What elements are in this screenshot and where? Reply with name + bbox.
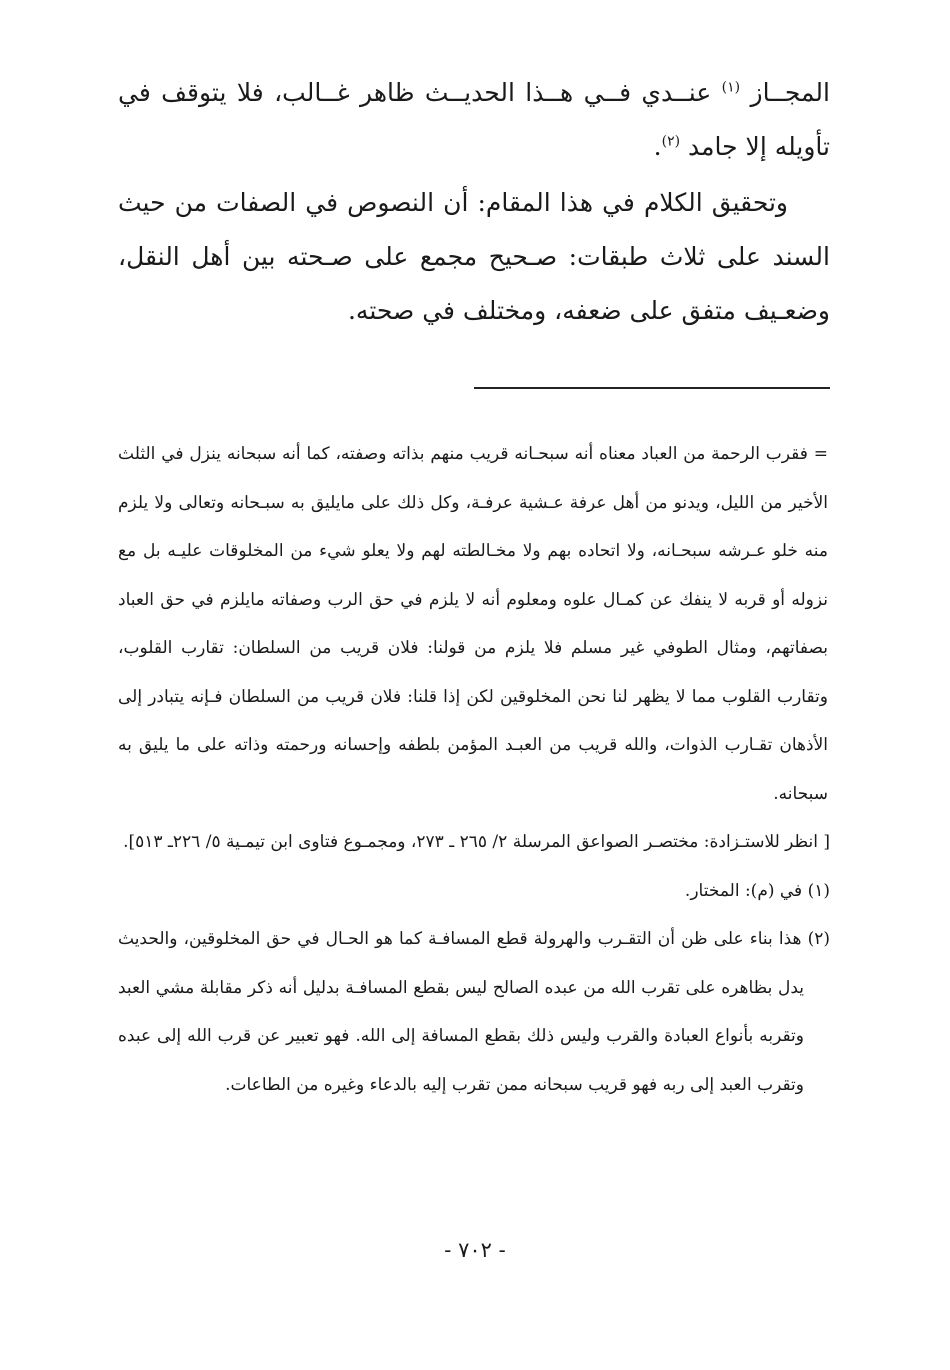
- paragraph-1-text-continued: عنــدي فــي هــذا الحديــث ظاهر غــالب، فلا يتوقف في تأويله إلا جامد: [118, 78, 830, 161]
- footnote-ref-1: (١): [721, 79, 741, 96]
- footnote-1: (١) في (م): المختار.: [684, 880, 830, 901]
- footnote-ref-2: (٢): [661, 133, 681, 150]
- main-text: [118, 66, 830, 338]
- footnote-separator: [474, 387, 830, 389]
- footnote-reference: [ انظر للاستـزادة: مختصـر الصواعق المرسلة ٢/ ٢٦٥ ـ ٢٧٣، ومجمـوع فتاوى ابن تيمـية ٥/ ٢٢٦ـ ٥١٣].: [123, 832, 830, 852]
- footnote-continuation: = فقرب الرحمة من العباد معناه أنه سبحـانه قريب منهم بذاته وصفته، كما أنه سبحانه ينزل في الثلث الأخير من الليل، ويدنو من أهل عرفة عـشية عرفـة، وكل ذلك على مايليق به سبـحانه وتعالى ولا يلزم منه خلو عـرشه سبحـانه، ولا اتحاده بهم ولا مخـالطته لهم ولا يعلو شيء من المخلوقات عليـه بل مع نزوله أو قربه لا ينفك عن كمـال علوه ومعلوم أنه لا يلزم في حق الرب وصفاته مايلزم في حق العباد بصفاتهم، ومثال الطوفي غير مسلم فلا يلزم من قولنا: فلان قريب من السلطان: تقارب القلوب، وتقارب القلوب مما لا يظهر لنا نحن المخلوقين لكن إذا قلنا: فلان قريب من السلطان فـإنه يتبادر إلى الأذهان تقـارب الذوات، والله قريب من العبـد المؤمن بلطفه وإحسانه ورحمته وذاته على ما يليق به سبحانه.: [118, 444, 828, 804]
- main-paragraph-1: [118, 66, 830, 174]
- page-number: - ٧٠٢ -: [444, 1238, 506, 1262]
- main-paragraph-2: وتحقيق الكلام في هذا المقام: أن النصوص في الصفات من حيث السند على ثلاث طبقات: صـحيح مجمع على صـحته بين أهل النقل، وضعـيف متفق على ضعفه، ومختلف في صحته.: [118, 188, 831, 325]
- footnote-2: (٢) هذا بناء على ظن أن التقـرب والهرولة قطع المسافـة كما هو الحـال في حق المخلوقين، والحديث يدل بظاهره على تقرب الله من عبده الصالح ليس بقطع المسافـة بدليل أنه ذكر مقابلة مشي العبد وتقربه بأنواع العبادة والقرب وليس ذلك بقطع المسافة إلى الله. فهو تعبير عن قرب الله إلى عبده وتقرب العبد إلى ربه فهو قريب سبحانه ممن تقرب إليه بالدعاء وغيره من الطاعات.: [118, 929, 830, 1095]
- paragraph-1-text: المجــاز: [740, 78, 830, 107]
- footnotes: [118, 430, 830, 1109]
- paragraph-1-end: .: [653, 132, 662, 161]
